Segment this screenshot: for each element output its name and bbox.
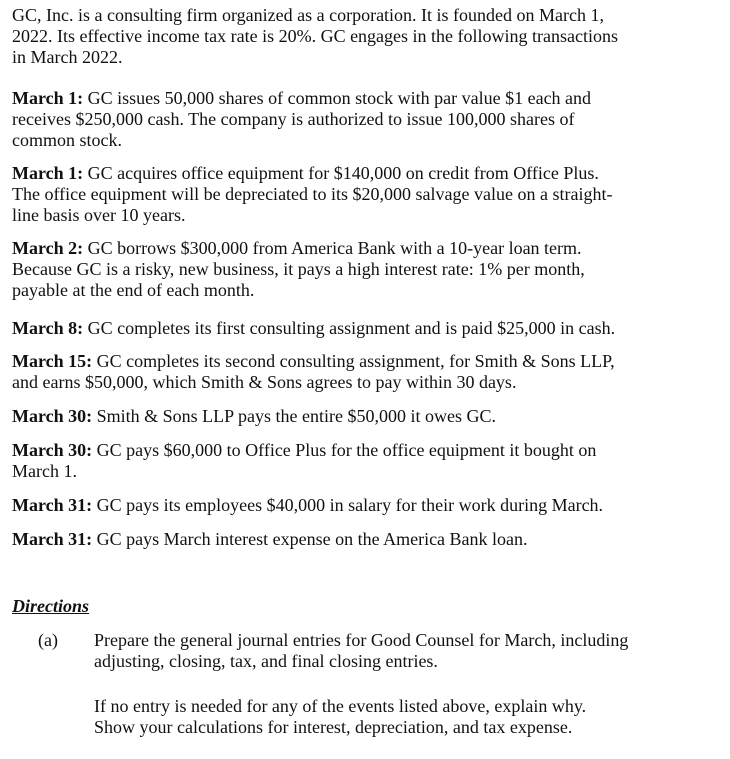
direction-note: If no entry is needed for any of the events listed above, explain why. Show your calculations for interest, depreciation, and tax expense. [94,696,587,737]
transaction-item [12,495,727,516]
transaction-date: March 8: [12,318,84,338]
transaction-text: GC pays March interest expense on the America Bank loan. [92,529,528,549]
transaction-date: March 30: [12,406,93,426]
transaction-date: March 15: [12,351,93,371]
direction-item-text: Prepare the general journal entries for Good Counsel for March, including adjusting, closing, tax, and final closing entries. [94,630,629,671]
transaction-item [12,440,727,482]
transaction-item [12,163,727,226]
transaction-item [12,318,727,339]
transaction-text: Smith & Sons LLP pays the entire $50,000 it owes GC. [92,406,496,426]
transaction-date: March 30: [12,440,93,460]
transaction-text: GC completes its first consulting assignment and is paid $25,000 in cash. [83,318,616,338]
transaction-item [12,351,727,393]
directions-heading: Directions [12,596,90,616]
transaction-text: GC completes its second consulting assignment, for Smith & Sons LLP, and earns $50,000, which Smith & Sons agrees to pay within 30 days. [12,351,615,392]
transaction-item [12,406,727,427]
transaction-text: GC issues 50,000 shares of common stock with par value $1 each and receives $250,000 cash. The company is authorized to issue 100,000 shares of common stock. [12,88,592,150]
transaction-text: GC borrows $300,000 from America Bank with a 10-year loan term. Because GC is a risky, new business, it pays a high interest rate: 1% per month, payable at the end of each month. [12,238,585,300]
transaction-text: GC pays its employees $40,000 in salary for their work during March. [92,495,604,515]
transaction-date: March 31: [12,529,93,549]
transaction-text: GC pays $60,000 to Office Plus for the office equipment it bought on March 1. [12,440,597,481]
direction-item-label: (a) [38,630,58,650]
intro-paragraph: GC, Inc. is a consulting firm organized as a corporation. It is founded on March 1, 2022. Its effective income tax rate is 20%. GC engages in the following transactions in March 2022. [12,5,619,67]
transaction-date: March 1: [12,163,84,183]
transaction-item [12,529,727,550]
transaction-date: March 31: [12,495,93,515]
transaction-date: March 2: [12,238,84,258]
transaction-date: March 1: [12,88,84,108]
transaction-text: GC acquires office equipment for $140,000 on credit from Office Plus. The office equipment will be depreciated to its $20,000 salvage value on a straight- line basis over 10 years. [12,163,613,225]
transaction-item [12,88,727,151]
transaction-item [12,238,727,301]
